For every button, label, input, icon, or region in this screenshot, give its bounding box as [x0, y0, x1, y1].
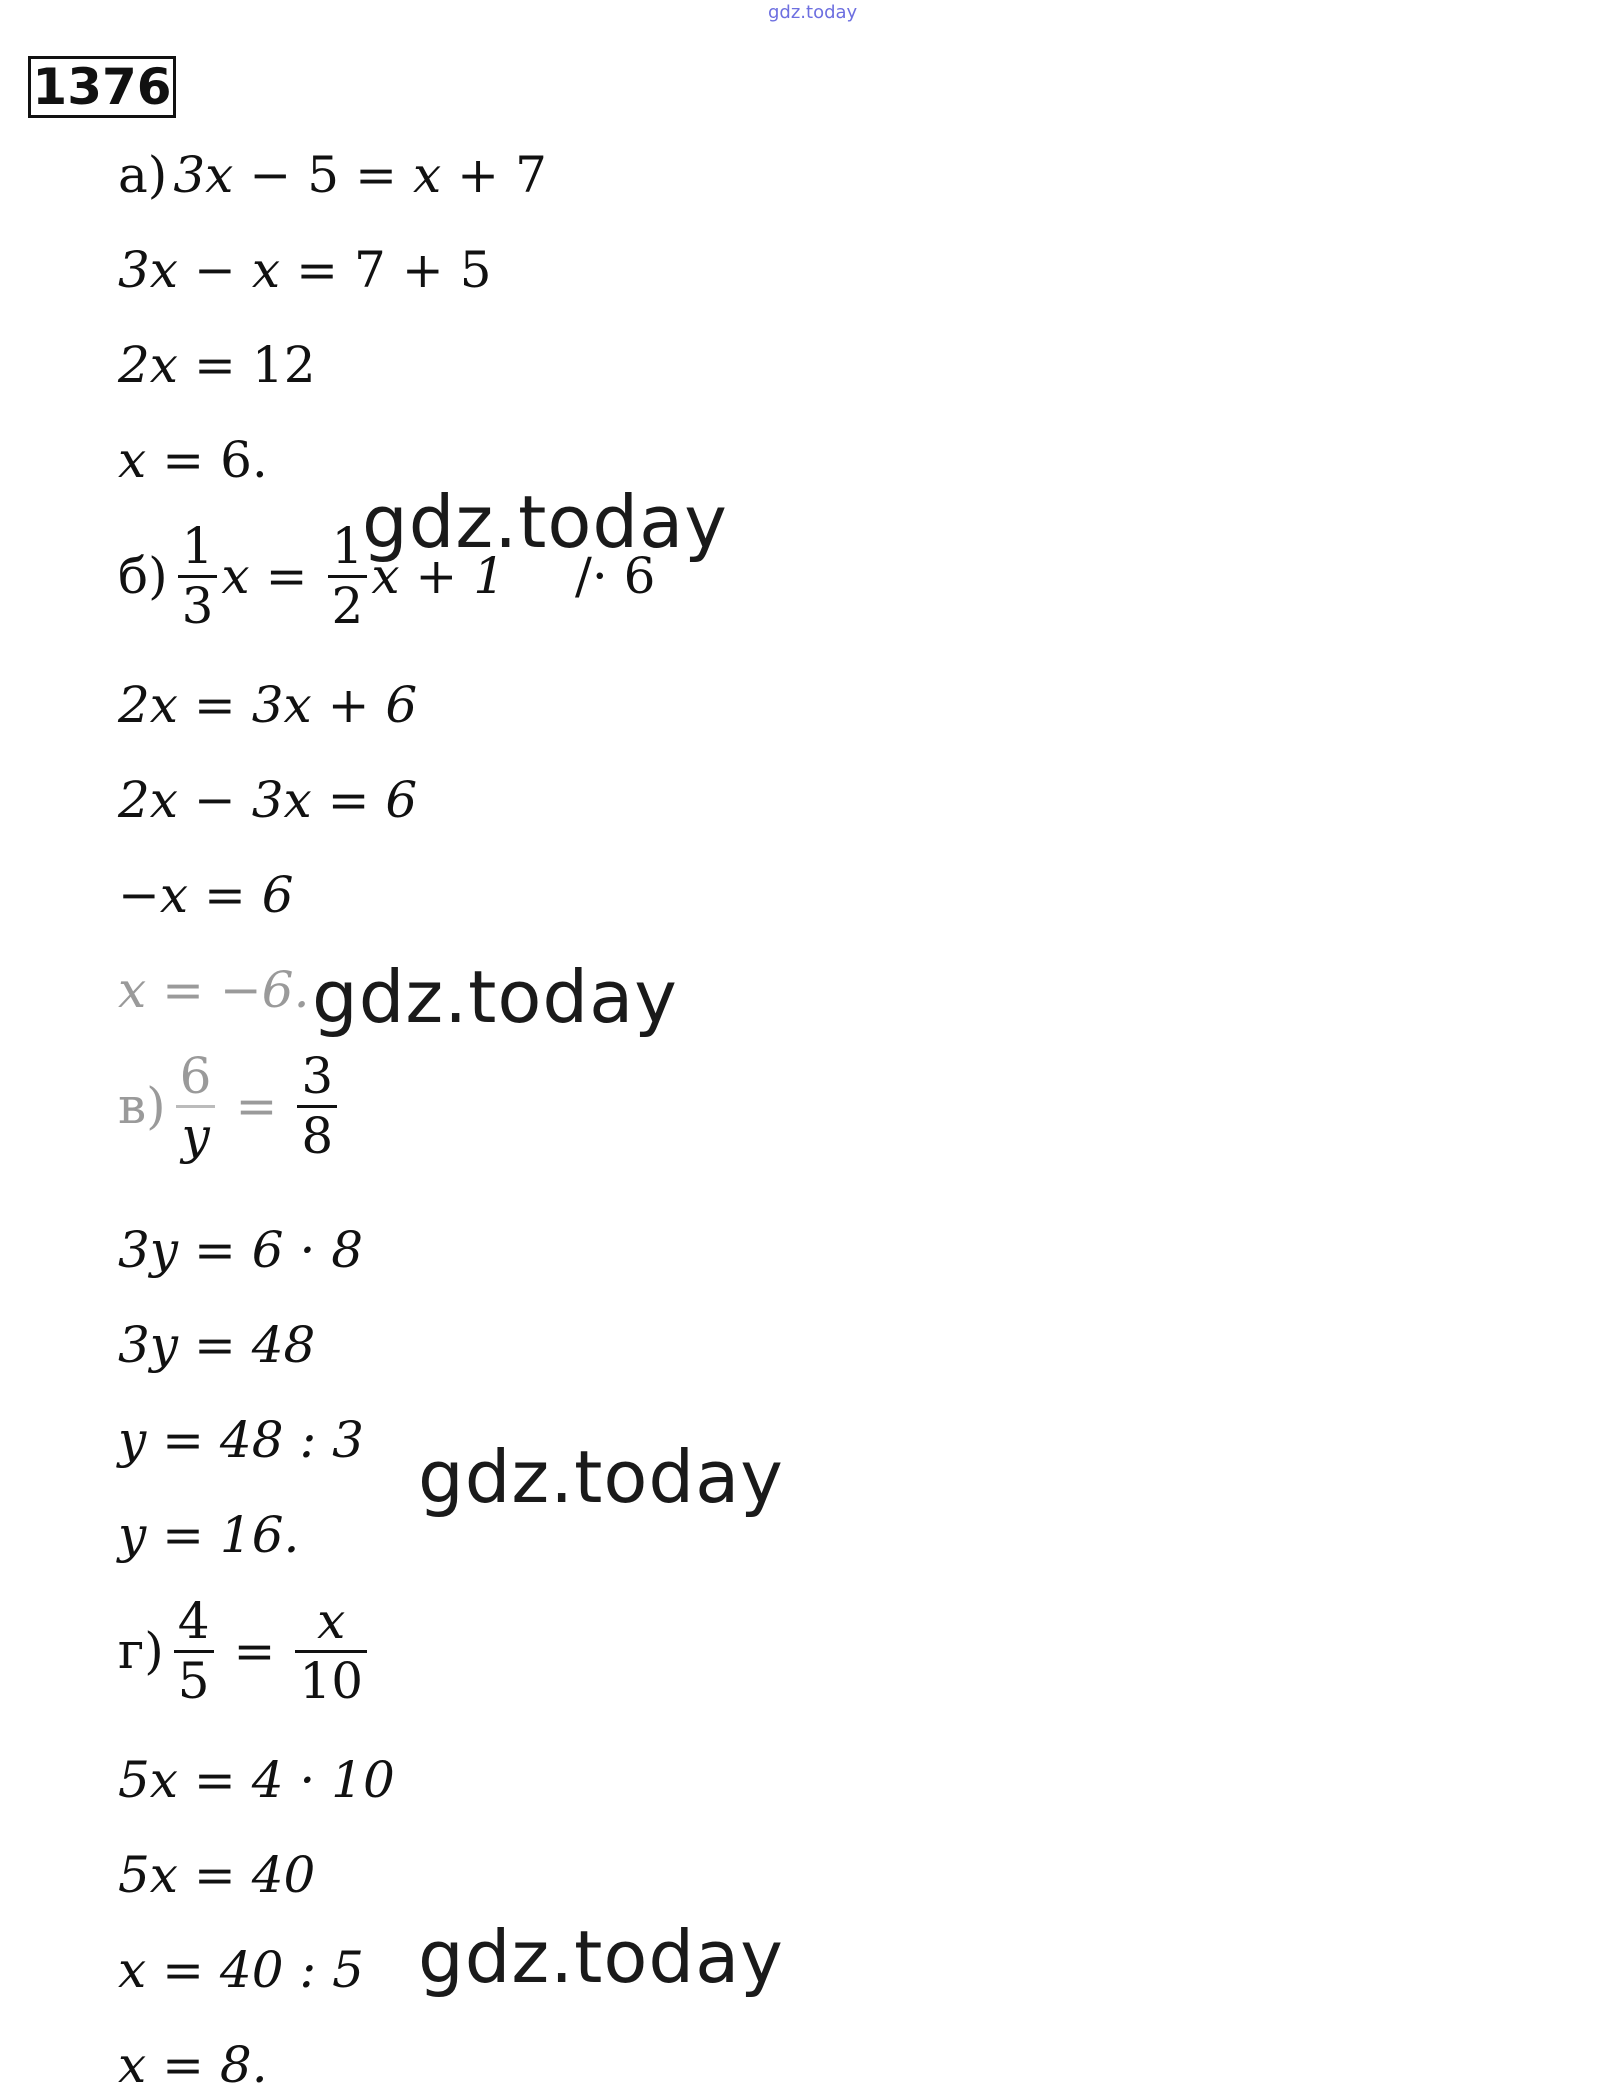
expression: 2x = 3x + 6 [118, 676, 418, 734]
part-v-answer [118, 1506, 300, 1564]
denominator: 2 [331, 576, 364, 635]
term: 5 [459, 241, 492, 299]
denominator: y [181, 1106, 210, 1165]
term: 5 [307, 146, 340, 204]
part-a-step-1 [118, 241, 492, 299]
operator: = [162, 431, 205, 489]
operator: + [401, 241, 444, 299]
multiplier-note: /· 6 [575, 547, 656, 605]
watermark: gdz.today [418, 1435, 784, 1519]
denominator: 8 [301, 1106, 334, 1165]
operator: = [235, 1077, 278, 1135]
denominator: 3 [181, 576, 214, 635]
part-b-answer [118, 961, 310, 1019]
part-a-equation [118, 146, 547, 204]
term: 7 [354, 241, 386, 299]
numerator: x [317, 1592, 346, 1650]
part-v-step-3 [118, 1411, 364, 1469]
expression: x = 8. [118, 2036, 268, 2094]
operator: = [296, 241, 339, 299]
fraction [297, 1047, 337, 1165]
part-g-step-1 [118, 1751, 395, 1809]
expression: 3y = 48 [118, 1316, 316, 1374]
numerator: 1 [181, 517, 214, 575]
part-a-label: а) [118, 146, 168, 204]
term: x [251, 241, 281, 299]
term: x [412, 146, 442, 204]
part-v-label: в) [118, 1077, 166, 1135]
term: 7 [515, 146, 547, 204]
term: 2x [118, 336, 179, 394]
part-g-answer [118, 2036, 268, 2094]
operator: − [249, 146, 292, 204]
expression: 5x = 4 · 10 [118, 1751, 395, 1809]
term: 6. [220, 431, 268, 489]
term: 12 [251, 336, 316, 394]
term: x [221, 547, 250, 605]
watermark: gdz.today [312, 955, 678, 1039]
term: x [118, 431, 147, 489]
fraction [174, 1592, 214, 1710]
expression: 5x = 40 [118, 1846, 316, 1904]
numerator: 4 [177, 1592, 210, 1650]
part-v-equation [118, 1047, 341, 1165]
numerator: 3 [301, 1047, 334, 1105]
part-b-label: б) [118, 547, 168, 605]
part-v-step-2 [118, 1316, 316, 1374]
header-watermark: gdz.today [768, 2, 858, 23]
part-g-label: г) [118, 1622, 164, 1680]
operator: + [457, 146, 500, 204]
expression: x = −6. [118, 961, 310, 1019]
fraction [178, 517, 218, 635]
operator: − [194, 241, 236, 299]
watermark: gdz.today [362, 480, 728, 564]
part-g-step-3 [118, 1941, 364, 1999]
part-g-step-2 [118, 1846, 316, 1904]
expression: y = 16. [118, 1506, 300, 1564]
expression: −x = 6 [118, 866, 294, 924]
numerator: 1 [331, 517, 364, 575]
term: 3x [118, 241, 179, 299]
fraction [295, 1592, 367, 1710]
part-b-step-1 [118, 676, 418, 734]
expression: 2x − 3x = 6 [118, 771, 418, 829]
problem-number: 1376 [28, 56, 176, 118]
denominator: 5 [177, 1651, 210, 1710]
part-v-step-1 [118, 1221, 364, 1279]
part-g-equation [118, 1592, 371, 1710]
expression: x = 40 : 5 [118, 1941, 364, 1999]
part-b-step-2 [118, 771, 418, 829]
numerator: 6 [179, 1047, 212, 1105]
part-b-step-3 [118, 866, 294, 924]
operator: = [265, 547, 308, 605]
part-a-answer [118, 431, 268, 489]
operator: = [355, 146, 397, 204]
denominator: 10 [299, 1651, 364, 1710]
part-a-step-2 [118, 336, 316, 394]
expression: 3y = 6 · 8 [118, 1221, 364, 1279]
term: 3x [173, 146, 234, 204]
term: x + 1 [371, 547, 506, 605]
operator: = [233, 1622, 276, 1680]
fraction [176, 1047, 216, 1165]
watermark: gdz.today [418, 1915, 784, 1999]
expression: y = 48 : 3 [118, 1411, 364, 1469]
operator: = [194, 336, 236, 394]
